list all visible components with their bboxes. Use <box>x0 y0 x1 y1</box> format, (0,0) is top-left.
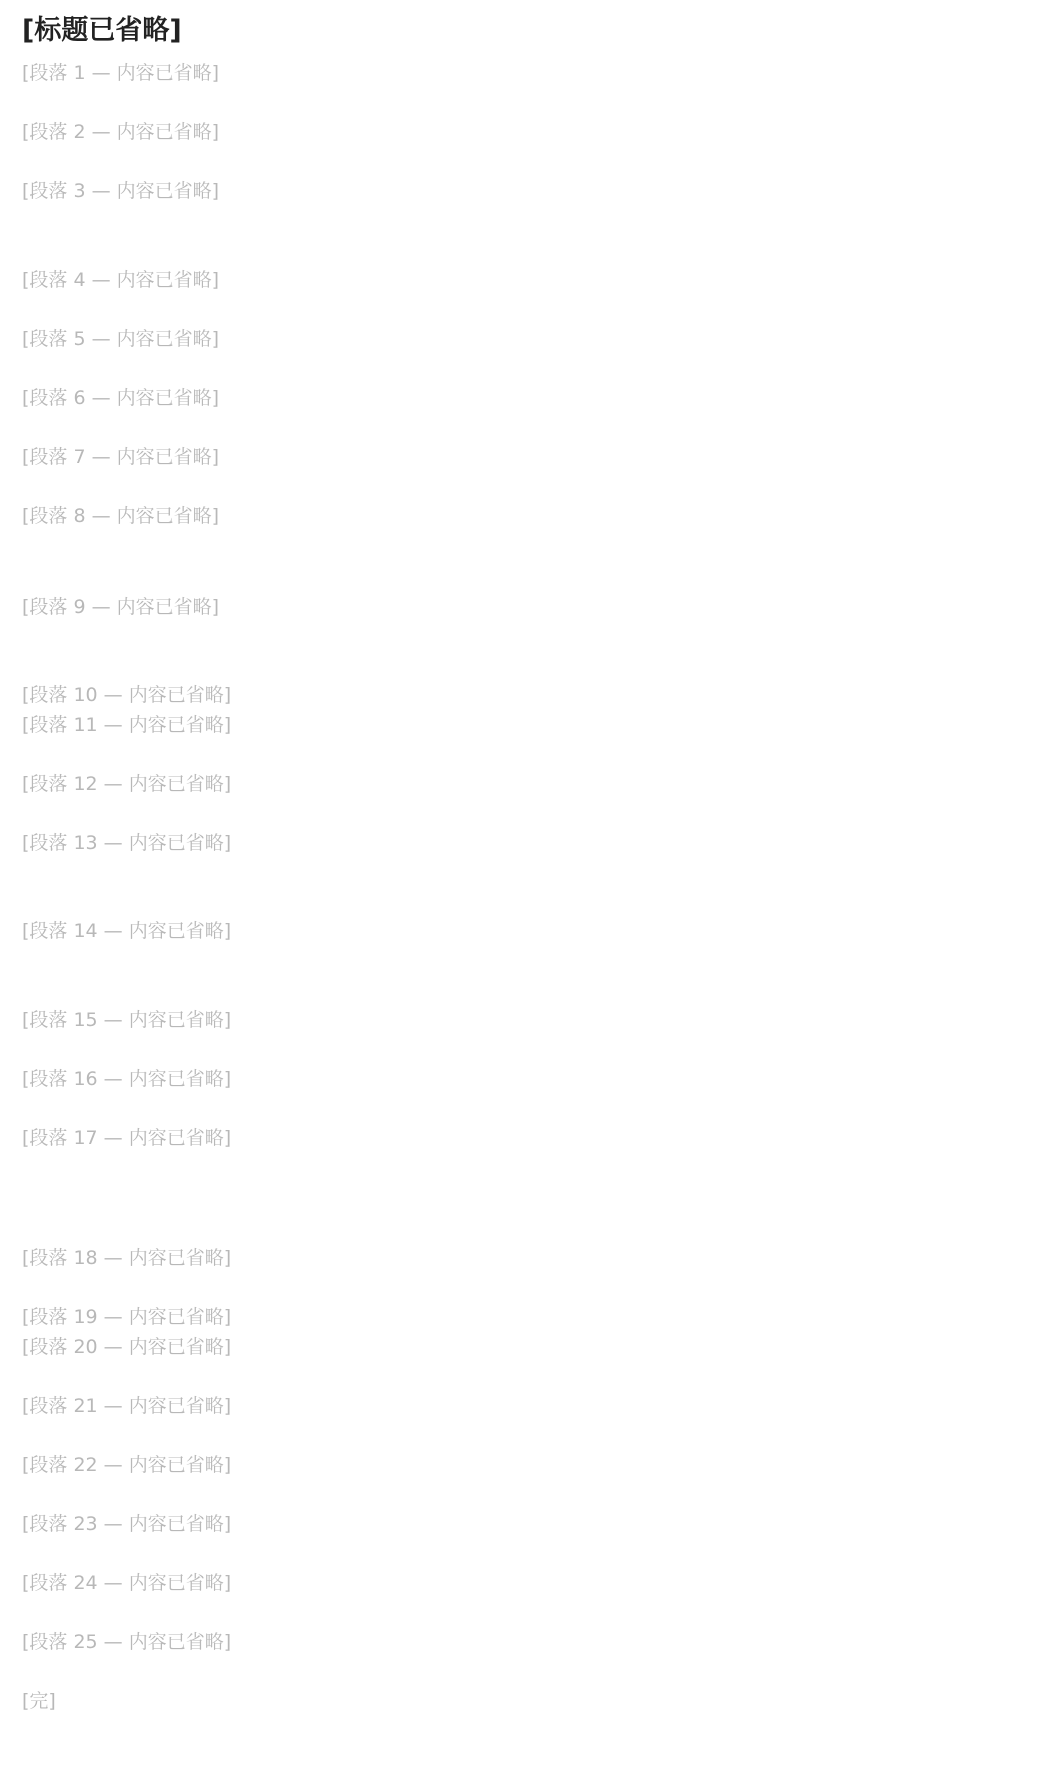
paragraph: [段落 3 — 内容已省略] <box>22 180 220 202</box>
paragraph: [段落 6 — 内容已省略] <box>22 386 220 409</box>
paragraph: [段落 23 — 内容已省略] <box>22 1512 232 1535</box>
paragraph: [完] <box>22 1689 56 1712</box>
paragraph: [段落 12 — 内容已省略] <box>22 772 232 795</box>
article-title: [标题已省略] <box>22 15 182 46</box>
paragraph: [段落 9 — 内容已省略] <box>22 595 220 618</box>
paragraph: [段落 20 — 内容已省略] <box>22 1335 232 1358</box>
article-body <box>22 59 1022 1716</box>
paragraph: [段落 11 — 内容已省略] <box>22 713 232 736</box>
paragraph: [段落 15 — 内容已省略] <box>22 1008 232 1031</box>
paragraph: [段落 25 — 内容已省略] <box>22 1630 232 1653</box>
paragraph: [段落 2 — 内容已省略] <box>22 121 220 143</box>
paragraph: [段落 19 — 内容已省略] <box>22 1306 232 1328</box>
paragraph: [段落 13 — 内容已省略] <box>22 831 232 854</box>
paragraph-break <box>22 547 1022 577</box>
paragraph: [段落 17 — 内容已省略] <box>22 1126 232 1149</box>
paragraph: [段落 16 — 内容已省略] <box>22 1067 232 1090</box>
paragraph: [段落 14 — 内容已省略] <box>22 920 232 942</box>
paragraph: [段落 5 — 内容已省略] <box>22 327 220 350</box>
paragraph: [段落 4 — 内容已省略] <box>22 268 220 291</box>
paragraph: [段落 1 — 内容已省略] <box>22 62 220 84</box>
paragraph-break <box>22 1199 1022 1229</box>
paragraph: [段落 18 — 内容已省略] <box>22 1247 232 1269</box>
paragraph: [段落 24 — 内容已省略] <box>22 1571 232 1594</box>
paragraph: [段落 21 — 内容已省略] <box>22 1394 232 1417</box>
paragraph: [段落 10 — 内容已省略] <box>22 684 232 706</box>
paragraph: [段落 22 — 内容已省略] <box>22 1453 232 1476</box>
paragraph: [段落 8 — 内容已省略] <box>22 504 220 527</box>
paragraph: [段落 7 — 内容已省略] <box>22 445 220 468</box>
